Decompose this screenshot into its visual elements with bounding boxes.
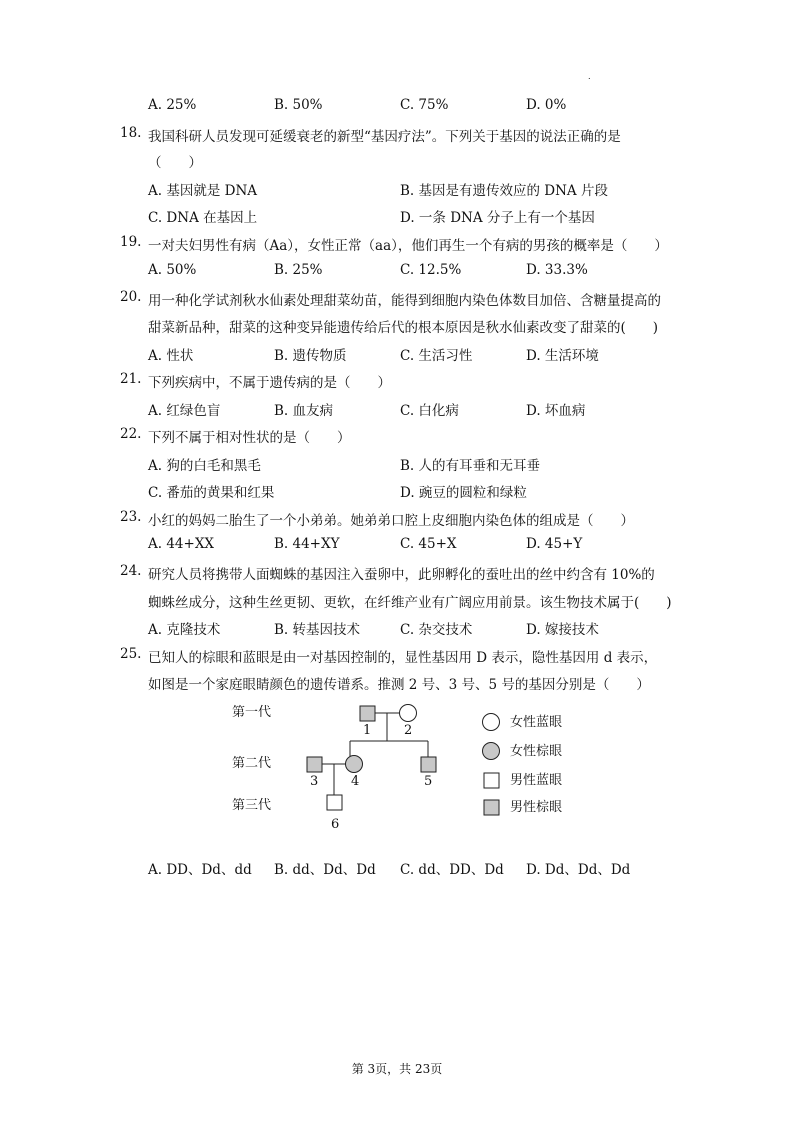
- page-mark: .: [588, 72, 591, 81]
- question-number: 18.: [120, 125, 142, 141]
- male-brown-eye-3: [307, 757, 322, 772]
- question-text: 甜菜新品种，甜菜的这种变异能遗传给后代的根本原因是秋水仙素改变了甜菜的( ): [148, 320, 659, 336]
- option-a: A. DD、Dd、dd: [148, 862, 252, 878]
- individual-id: 3: [310, 774, 319, 789]
- option-c: C. dd、DD、Dd: [400, 862, 504, 878]
- page-footer: 第 3页，共 23页: [351, 1062, 443, 1076]
- option-d: D. Dd、Dd、Dd: [526, 862, 631, 878]
- option-c: C. 杂交技术: [400, 622, 473, 638]
- legend-male-brown-icon: [484, 800, 499, 815]
- individual-id: 1: [363, 723, 372, 738]
- generation-label: 第三代: [232, 798, 272, 813]
- question-number: 25.: [120, 646, 142, 662]
- question-text: 一对夫妇男性有病（Aa），女性正常（aa），他们再生一个有病的男孩的概率是（ ）: [148, 238, 668, 254]
- option-d: D. 一条 DNA 分子上有一个基因: [400, 210, 595, 226]
- option-b: B. dd、Dd、Dd: [274, 862, 376, 878]
- question-text: 小红的妈妈二胎生了一个小弟弟。她弟弟口腔上皮细胞内染色体的组成是（ ）: [148, 513, 634, 529]
- option-a: A. 基因就是 DNA: [148, 183, 258, 199]
- option-a: A. 红绿色盲: [148, 403, 221, 419]
- question-text: 研究人员将携带人面蜘蛛的基因注入蚕卵中，此卵孵化的蚕吐出的丝中约含有 10%的: [148, 567, 655, 583]
- question-number: 23.: [120, 509, 142, 525]
- male-brown-eye-1: [360, 706, 375, 721]
- individual-id: 4: [351, 774, 360, 789]
- question-number: 24.: [120, 563, 142, 579]
- prev-option-c: C. 75%: [400, 97, 449, 113]
- legend-label: 女性棕眼: [510, 744, 563, 759]
- question-text: 我国科研人员发现可延缓衰老的新型“基因疗法”。下列关于基因的说法正确的是: [148, 129, 621, 145]
- question-number: 19.: [120, 234, 142, 250]
- individual-id: 6: [331, 817, 340, 832]
- legend-male-blue-icon: [484, 773, 499, 788]
- option-d: D. 33.3%: [526, 262, 588, 278]
- option-a: A. 性状: [148, 348, 194, 364]
- prev-option-b: B. 50%: [274, 97, 323, 113]
- question-text: 如图是一个家庭眼睛颜色的遗传谱系。推测 2 号、3 号、5 号的基因分别是（ ）: [148, 677, 650, 693]
- question-number: 21.: [120, 371, 142, 387]
- male-brown-eye-5: [421, 757, 436, 772]
- option-d: D. 豌豆的圆粒和绿粒: [400, 485, 527, 501]
- option-b: B. 44+XY: [274, 536, 340, 552]
- option-b: B. 25%: [274, 262, 323, 278]
- option-b: B. 人的有耳垂和无耳垂: [400, 458, 541, 474]
- option-a: A. 44+XX: [148, 536, 215, 552]
- legend-female-brown-icon: [483, 743, 500, 760]
- question-number: 20.: [120, 289, 142, 305]
- question-text: （ ）: [148, 155, 202, 171]
- legend-label: 男性蓝眼: [510, 773, 563, 788]
- option-c: C. 生活习性: [400, 348, 473, 364]
- option-c: C. 12.5%: [400, 262, 462, 278]
- question-text: 已知人的棕眼和蓝眼是由一对基因控制的，显性基因用 D 表示，隐性基因用 d 表示，: [148, 650, 658, 666]
- option-c: C. DNA 在基因上: [148, 210, 258, 226]
- generation-label: 第一代: [232, 705, 272, 720]
- prev-option-a: A. 25%: [148, 97, 197, 113]
- option-b: B. 转基因技术: [274, 622, 361, 638]
- legend-label: 女性蓝眼: [510, 715, 563, 730]
- generation-label: 第二代: [232, 756, 272, 771]
- question-text: 下列不属于相对性状的是（ ）: [148, 430, 351, 446]
- female-brown-eye-4: [346, 756, 363, 773]
- pedigree-diagram: [220, 695, 600, 835]
- question-text: 蜘蛛丝成分，这种生丝更韧、更软，在纤维产业有广阔应用前景。该生物技术属于( ): [148, 595, 672, 611]
- legend-female-blue-icon: [483, 714, 500, 731]
- option-d: D. 坏血病: [526, 403, 586, 419]
- prev-option-d: D. 0%: [526, 97, 567, 113]
- individual-id: 2: [404, 723, 413, 738]
- option-a: A. 50%: [148, 262, 197, 278]
- option-b: B. 基因是有遗传效应的 DNA 片段: [400, 183, 608, 199]
- question-text: 用一种化学试剂秋水仙素处理甜菜幼苗，能得到细胞内染色体数目加倍、含糖量提高的: [148, 293, 661, 309]
- question-text: 下列疾病中，不属于遗传病的是（ ）: [148, 375, 391, 391]
- option-c: C. 白化病: [400, 403, 459, 419]
- question-number: 22.: [120, 426, 142, 442]
- option-a: A. 克隆技术: [148, 622, 221, 638]
- option-c: C. 番茄的黄果和红果: [148, 485, 275, 501]
- option-b: B. 遗传物质: [274, 348, 347, 364]
- individual-id: 5: [424, 774, 433, 789]
- male-blue-eye-6: [327, 795, 342, 810]
- option-d: D. 45+Y: [526, 536, 583, 552]
- legend-label: 男性棕眼: [510, 800, 563, 815]
- option-d: D. 嫁接技术: [526, 622, 599, 638]
- female-blue-eye-2: [400, 705, 417, 722]
- option-a: A. 狗的白毛和黑毛: [148, 458, 261, 474]
- option-d: D. 生活环境: [526, 348, 599, 364]
- option-c: C. 45+X: [400, 536, 457, 552]
- option-b: B. 血友病: [274, 403, 334, 419]
